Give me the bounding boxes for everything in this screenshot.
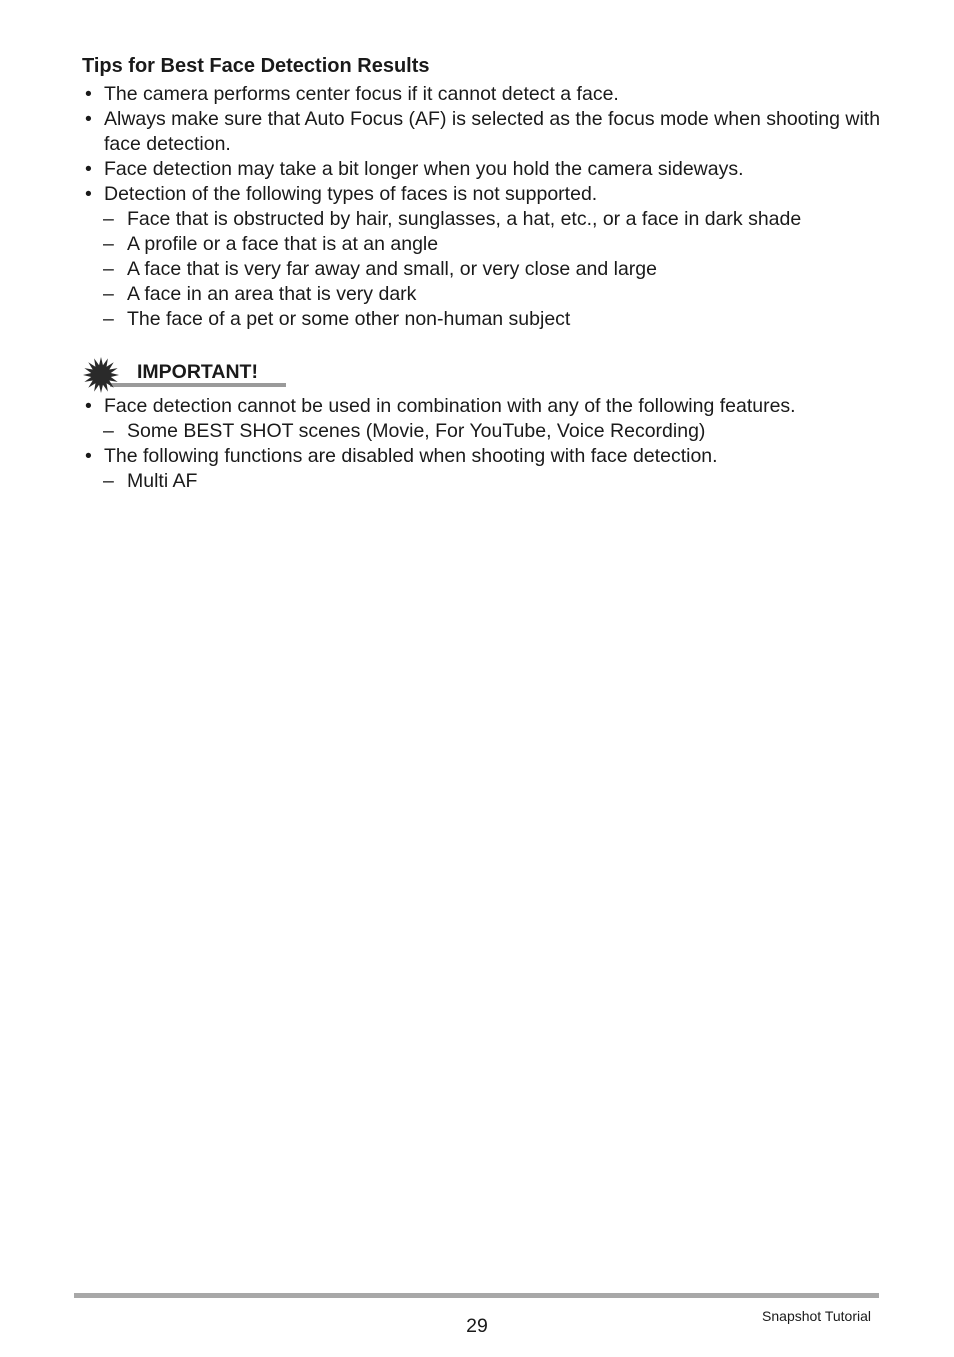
sub-list-item [82,419,882,444]
sub-list-item-text: Multi AF [127,470,198,492]
sub-list-item [82,232,882,257]
footer-rule [74,1293,879,1298]
important-list [82,394,882,494]
list-item [82,394,882,419]
bullet: • [85,395,92,417]
list-item-text: Always make sure that Auto Focus (AF) is selected as the focus mode when shooting with face detection. [104,108,881,155]
bullet: • [85,445,92,467]
list-item-text: Face detection may take a bit longer when you hold the camera sideways. [104,158,744,180]
page-number: 29 [466,1315,488,1337]
bullet: • [85,183,92,205]
list-item [82,182,882,207]
sub-list-item-text: Face that is obstructed by hair, sunglasses, a hat, etc., or a face in dark shade [127,208,802,230]
list-item-text: The following functions are disabled when shooting with face detection. [104,445,718,467]
list-item-text: Face detection cannot be used in combination with any of the following features. [104,395,796,417]
dash: – [103,420,114,442]
dash: – [103,233,114,255]
dash: – [103,470,114,492]
list-item-text: Detection of the following types of faces is not supported. [104,183,598,205]
dash: – [103,208,114,230]
sub-list-item [82,257,882,282]
tips-list [82,82,882,332]
important-header [82,356,286,392]
section-title: Tips for Best Face Detection Results [82,55,430,77]
bullet: • [85,83,92,105]
bullet: • [85,158,92,180]
important-label: IMPORTANT! [137,361,258,383]
sub-list-item-text: A face in an area that is very dark [127,283,417,305]
list-item [82,157,882,182]
sub-list-item [82,282,882,307]
bullet: • [85,108,92,130]
dash: – [103,308,114,330]
dash: – [103,283,114,305]
sub-list-item-text: Some BEST SHOT scenes (Movie, For YouTube, Voice Recording) [127,420,706,442]
sub-list-item-text: A profile or a face that is at an angle [127,233,439,255]
sub-list-item-text: A face that is very far away and small, or very close and large [127,258,657,280]
list-item-text: The camera performs center focus if it cannot detect a face. [104,83,619,105]
starburst-icon [82,356,120,394]
sub-list-item-text: The face of a pet or some other non-human subject [127,308,571,330]
sub-list-item [82,469,882,494]
footer-section-name: Snapshot Tutorial [762,1308,871,1324]
dash: – [103,258,114,280]
list-item [82,444,882,469]
list-item [82,82,882,107]
sub-list-item [82,207,882,232]
list-item [82,107,882,157]
sub-list-item [82,307,882,332]
